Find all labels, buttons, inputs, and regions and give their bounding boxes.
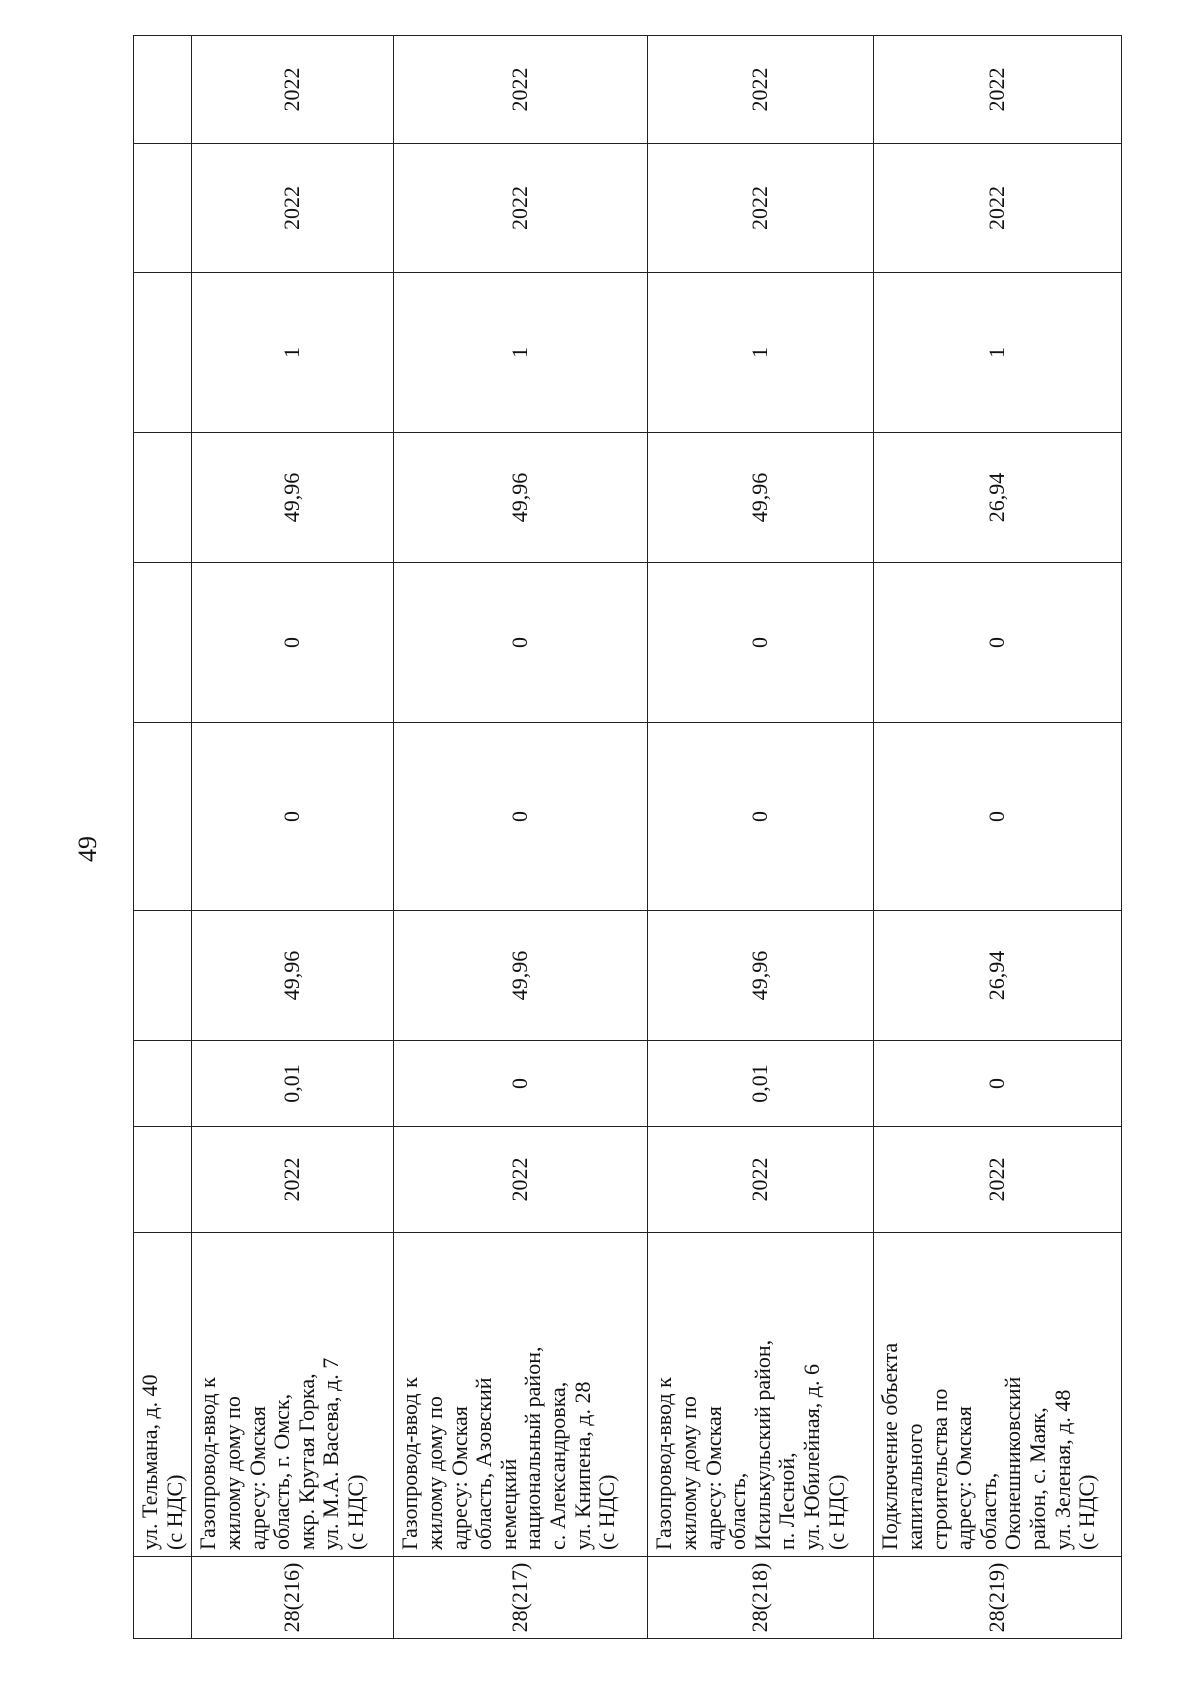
value-cell: 1 <box>192 273 394 433</box>
value-cell: 49,96 <box>394 433 648 563</box>
row-id-cell: 28(216) <box>192 1557 394 1639</box>
value-cell: 0,01 <box>192 1041 394 1127</box>
year-cell: 2022 <box>192 36 394 144</box>
year-cell: 2022 <box>394 144 648 273</box>
value-cell: 1 <box>874 273 1122 433</box>
rotated-table-sheet <box>133 36 1121 1639</box>
value-cell: 49,96 <box>648 911 874 1041</box>
table-row <box>394 36 648 1639</box>
value-cell: 0 <box>192 563 394 723</box>
data-table <box>133 35 1122 1639</box>
value-cell: 0 <box>394 563 648 723</box>
row-description-cell: ул. Тельмана, д. 40 (с НДС) <box>134 1233 192 1557</box>
value-cell: 0 <box>192 723 394 911</box>
year-cell: 2022 <box>648 36 874 144</box>
value-cell: 49,96 <box>192 911 394 1041</box>
row-description-cell: Подключение объекта капитального строительства по адресу: Омская область, Оконешниковский район, с. Маяк, ул. Зеленая, д. 48 (с НДС) <box>874 1233 1122 1557</box>
year-cell: 2022 <box>192 144 394 273</box>
value-cell: 0,01 <box>648 1041 874 1127</box>
year-cell: 2022 <box>394 1127 648 1233</box>
year-cell: 2022 <box>394 36 648 144</box>
value-cell: 26,94 <box>874 433 1122 563</box>
value-cell: 0 <box>874 1041 1122 1127</box>
table-rotation-wrapper <box>133 36 1121 1639</box>
table-row <box>192 36 394 1639</box>
value-cell: 49,96 <box>192 433 394 563</box>
value-cell: 0 <box>648 563 874 723</box>
year-cell: 2022 <box>874 36 1122 144</box>
value-cell: 0 <box>394 723 648 911</box>
row-id-cell: 28(218) <box>648 1557 874 1639</box>
year-cell: 2022 <box>874 1127 1122 1233</box>
value-cell: 0 <box>648 723 874 911</box>
table-row <box>648 36 874 1639</box>
value-cell: 0 <box>874 723 1122 911</box>
value-cell: 1 <box>394 273 648 433</box>
row-description-cell: Газопровод-ввод к жилому дому по адресу: Омская область, г. Омск, мкр. Крутая Горка, ул. М.А. Васева, д. 7 (с НДС) <box>192 1233 394 1557</box>
row-id-cell: 28(217) <box>394 1557 648 1639</box>
row-description-cell: Газопровод-ввод к жилому дому по адресу: Омская область, Исилькульский район, п. Лесной, ул. Юбилейная, д. 6 (с НДС) <box>648 1233 874 1557</box>
year-cell: 2022 <box>192 1127 394 1233</box>
year-cell: 2022 <box>648 144 874 273</box>
row-description-cell: Газопровод-ввод к жилому дому по адресу: Омская область, Азовский немецкий национальный район, с. Александровка, ул. Книпена, д. 28 (с НДС) <box>394 1233 648 1557</box>
row-id-cell <box>134 1557 192 1639</box>
value-cell: 49,96 <box>648 433 874 563</box>
year-cell: 2022 <box>648 1127 874 1233</box>
page-number-text: 49 <box>73 836 102 862</box>
value-cell: 0 <box>874 563 1122 723</box>
table-row <box>874 36 1122 1639</box>
table-row-continued <box>134 36 192 1639</box>
value-cell: 26,94 <box>874 911 1122 1041</box>
row-id-cell: 28(219) <box>874 1557 1122 1639</box>
value-cell: 1 <box>648 273 874 433</box>
value-cell: 49,96 <box>394 911 648 1041</box>
value-cell: 0 <box>394 1041 648 1127</box>
year-cell: 2022 <box>874 144 1122 273</box>
